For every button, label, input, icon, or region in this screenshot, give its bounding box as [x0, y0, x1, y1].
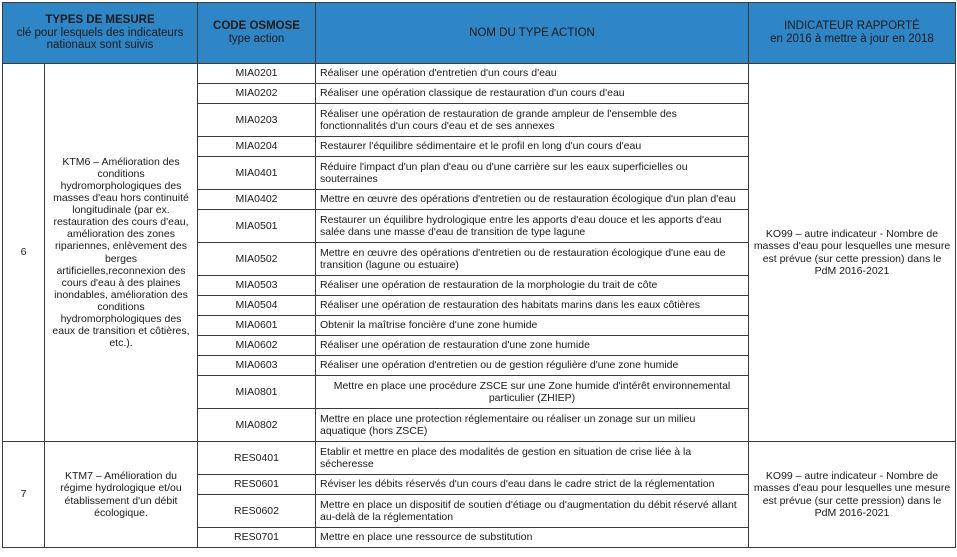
action-label: Restaurer un équilibre hydrologique entre les apports d'eau douce et les apports d'eau salée dans une masse d'eau de transition de type lagune: [316, 210, 749, 243]
measures-table: [2, 2, 956, 548]
header-indicator-sub: en 2016 à mettre à jour en 2018: [770, 33, 934, 45]
action-label: Mettre en œuvre des opérations d'entretien ou de restauration écologique d'une eau de transition (lagune ou estuaire): [316, 243, 749, 276]
header-osmose-code: [198, 3, 316, 64]
action-label: Etablir et mettre en place des modalités de gestion en situation de crise liée à la sécheresse: [316, 442, 749, 475]
table-row: [3, 442, 956, 475]
action-label: Réaliser une opération de restauration d'une zone humide: [316, 336, 749, 356]
action-label: Réduire l'impact d'un plan d'eau ou d'une carrière sur les eaux superficielles ou souterraines: [316, 157, 749, 190]
action-label: Réaliser une opération classique de restauration d'un cours d'eau: [316, 84, 749, 104]
action-code: MIA0802: [198, 409, 316, 442]
header-measure-types-sub: clé pour lesquels des indicateurs nationaux sont suivis: [16, 26, 184, 52]
header-measure-types: [3, 3, 198, 64]
action-code: MIA0603: [198, 356, 316, 376]
action-label: Mettre en œuvre des opérations d'entretien ou de restauration écologique d'un plan d'eau: [316, 190, 749, 210]
header-indicator: [749, 3, 956, 64]
action-code: MIA0402: [198, 190, 316, 210]
table-row: [3, 64, 956, 84]
action-code: MIA0504: [198, 296, 316, 316]
header-measure-types-title: TYPES DE MESURE: [45, 14, 155, 27]
action-code: MIA0401: [198, 157, 316, 190]
action-label: Réaliser une opération de restauration de grande ampleur de l'ensemble des fonctionnalités d'un cours d'eau et de ses annexes: [316, 104, 749, 137]
action-label: Mettre en place une ressource de substitution: [316, 528, 749, 548]
action-label: Réaliser une opération d'entretien ou de gestion régulière d'une zone humide: [316, 356, 749, 376]
action-code: RES0701: [198, 528, 316, 548]
header-osmose-code-title: CODE OSMOSE: [213, 20, 300, 33]
action-label: Restaurer l'équilibre sédimentaire et le profil en long d'un cours d'eau: [316, 137, 749, 157]
header-indicator-title: INDICATEUR RAPPORTÉ: [784, 20, 920, 33]
indicator-text: KO99 – autre indicateur - Nombre de masses d'eau pour lesquelles une mesure est prévue (sur cette pression) dans le PdM 2016-2021: [749, 64, 956, 442]
action-code: MIA0602: [198, 336, 316, 356]
action-code: MIA0203: [198, 104, 316, 137]
action-code: MIA0801: [198, 376, 316, 409]
action-label: Réaliser une opération de restauration de la morphologie du trait de côte: [316, 276, 749, 296]
action-code: RES0601: [198, 475, 316, 495]
group-number: 6: [3, 64, 45, 442]
action-label: Réaliser une opération de restauration des habitats marins dans les eaux côtières: [316, 296, 749, 316]
ktm-description: KTM6 – Amélioration des conditions hydromorphologiques des masses d'eau hors continuité longitudinale (par ex. restauration des cours d'eau, amélioration des zones ripariennes, enlèvement des berges artificielles,reconnexion des cours d'eau à des plaines inondables, amélioration des conditions hydromorphologiques des eaux de transition et côtières, etc.).: [45, 64, 198, 442]
action-code: MIA0202: [198, 84, 316, 104]
action-label: Mettre en place une protection réglementaire ou réaliser un zonage sur un milieu aquatique (hors ZSCE): [316, 409, 749, 442]
header-action-name-title: NOM DU TYPE ACTION: [469, 26, 595, 39]
action-label: Mettre en place un dispositif de soutien d'étiage ou d'augmentation du débit réservé allant au-delà de la réglementation: [316, 495, 749, 528]
action-code: MIA0201: [198, 64, 316, 84]
action-code: MIA0502: [198, 243, 316, 276]
indicator-text: KO99 – autre indicateur - Nombre de masses d'eau pour lesquelles une mesure est prévue (sur cette pression) dans le PdM 2016-2021: [749, 442, 956, 548]
action-code: MIA0503: [198, 276, 316, 296]
group-number: 7: [3, 442, 45, 548]
action-label: Réviser les débits réservés d'un cours d'eau dans le cadre strict de la réglementation: [316, 475, 749, 495]
ktm-description: KTM7 – Amélioration du régime hydrologique et/ou établissement d'un débit écologique.: [45, 442, 198, 548]
action-label: Mettre en place une procédure ZSCE sur une Zone humide d'intérêt environnemental particulier (ZHIEP): [316, 376, 749, 409]
action-label: Obtenir la maîtrise foncière d'une zone humide: [316, 316, 749, 336]
header-osmose-code-sub: type action: [228, 33, 285, 45]
header-action-name: [316, 3, 749, 64]
action-code: MIA0204: [198, 137, 316, 157]
action-code: RES0401: [198, 442, 316, 475]
action-code: MIA0501: [198, 210, 316, 243]
action-code: RES0602: [198, 495, 316, 528]
action-code: MIA0601: [198, 316, 316, 336]
header-row: [3, 3, 956, 64]
action-label: Réaliser une opération d'entretien d'un cours d'eau: [316, 64, 749, 84]
